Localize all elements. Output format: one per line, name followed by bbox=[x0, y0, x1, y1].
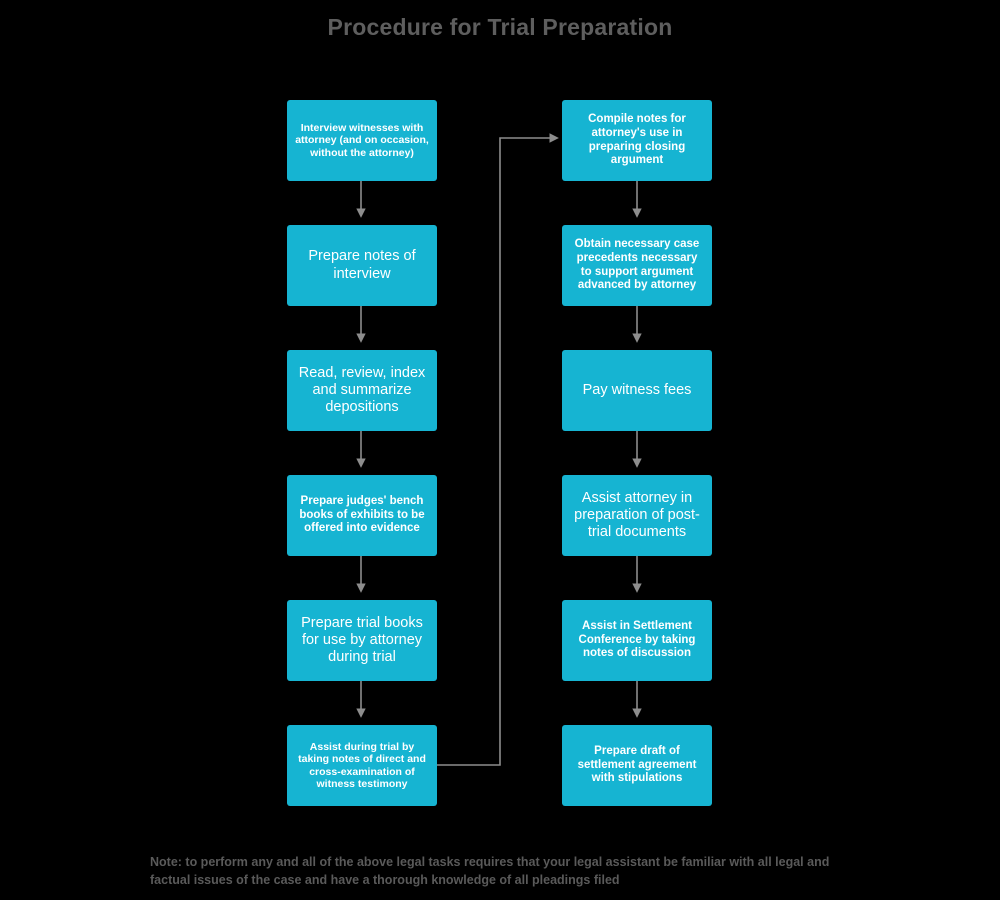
node-label: Prepare notes of interview bbox=[308, 248, 416, 282]
node-assist-during-trial[interactable] bbox=[287, 725, 437, 806]
node-label: Prepare judges' bench books of exhibits to be offered into evidence bbox=[299, 495, 425, 535]
node-interview-witnesses[interactable] bbox=[287, 100, 437, 181]
node-label: Compile notes for attorney's use in preparing closing argument bbox=[588, 113, 686, 167]
node-obtain-precedents[interactable] bbox=[562, 225, 712, 306]
node-assist-settlement-conference[interactable] bbox=[562, 600, 712, 681]
node-label: Assist during trial by taking notes of direct and cross-examination of witness testimony bbox=[298, 740, 426, 790]
node-label: Read, review, index and summarize depositions bbox=[298, 364, 426, 416]
node-compile-notes[interactable] bbox=[562, 100, 712, 181]
node-label: Prepare draft of settlement agreement with stipulations bbox=[577, 745, 697, 785]
connector-bridge bbox=[437, 138, 556, 765]
footer-note: Note: to perform any and all of the above legal tasks requires that your legal assistant be familiar with all legal and factual issues of the case and have a thorough knowledge of all pleadings filed bbox=[150, 855, 830, 888]
page-title: Procedure for Trial Preparation bbox=[327, 14, 673, 40]
node-prepare-trial-books[interactable] bbox=[287, 600, 437, 681]
node-assist-post-trial[interactable] bbox=[562, 475, 712, 556]
node-label: Pay witness fees bbox=[582, 381, 692, 398]
node-label: Prepare trial books for use by attorney during trial bbox=[301, 614, 423, 666]
node-label: Interview witnesses with attorney (and on occasion, without the attorney) bbox=[295, 121, 429, 159]
node-prepare-bench-books[interactable] bbox=[287, 475, 437, 556]
node-label: Assist in Settlement Conference by taking notes of discussion bbox=[578, 620, 696, 660]
node-pay-witness-fees[interactable] bbox=[562, 350, 712, 431]
node-label: Obtain necessary case precedents necessary to support argument advanced by attorney bbox=[574, 238, 700, 292]
node-prepare-draft-settlement[interactable] bbox=[562, 725, 712, 806]
node-read-review-depositions[interactable] bbox=[287, 350, 437, 431]
node-prepare-notes[interactable] bbox=[287, 225, 437, 306]
node-label: Assist attorney in preparation of post-trial documents bbox=[574, 489, 700, 541]
